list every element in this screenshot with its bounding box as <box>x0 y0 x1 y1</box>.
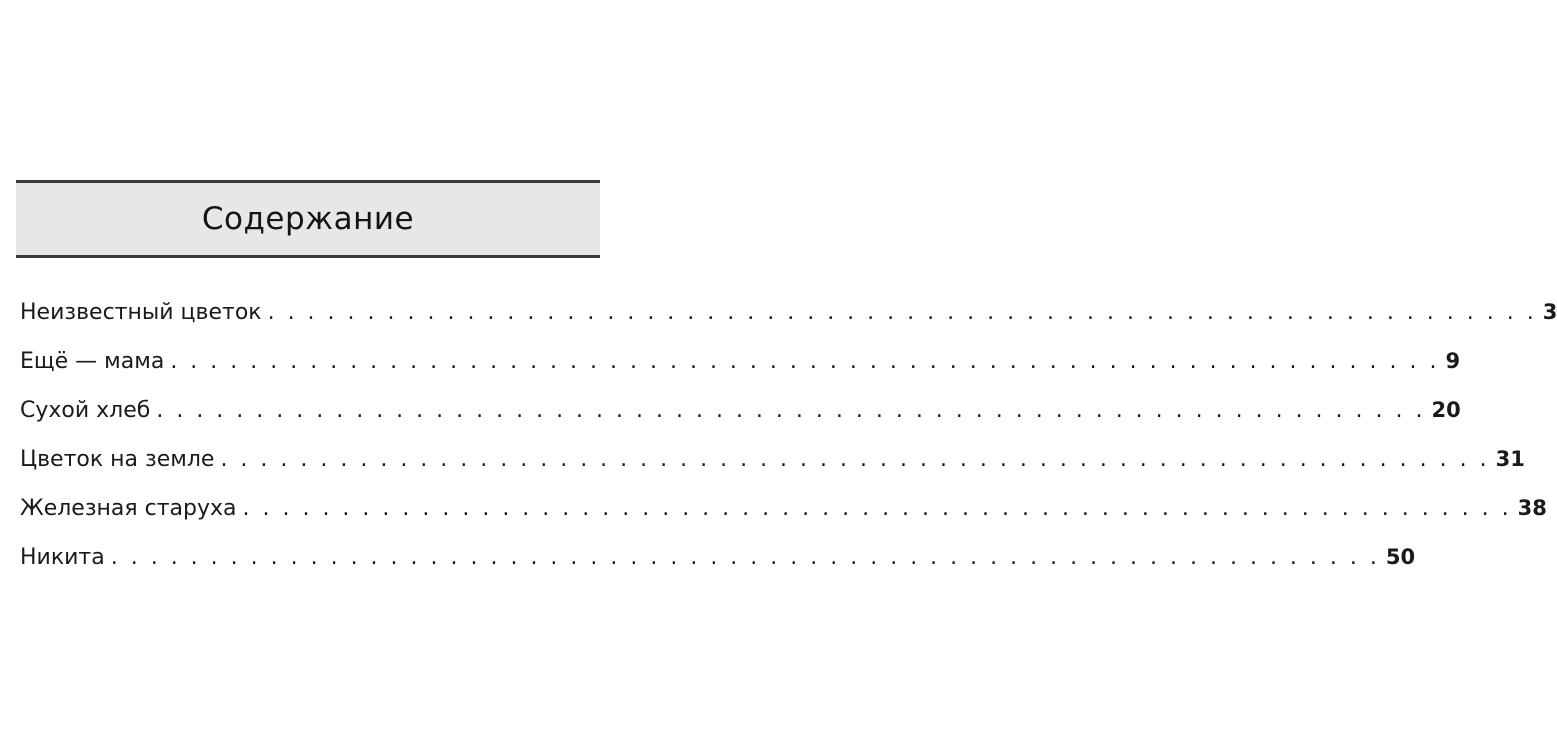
toc-leader-dots: . . . . . . . . . . . . . . . . . . . . . . . . . . . . . . . . . . . . . . . . . . . . . . . . . . . . . . . . . . . . . . . . <box>220 447 1490 472</box>
toc-entry-page: 20 <box>1431 398 1461 422</box>
toc-entry[interactable] <box>20 545 1416 594</box>
toc-entry-title: Сухой хлеб <box>20 398 151 423</box>
toc-entry-title: Железная старуха <box>20 496 237 521</box>
toc-leader-dots: . . . . . . . . . . . . . . . . . . . . . . . . . . . . . . . . . . . . . . . . . . . . . . . . . . . . . . . . . . . . . . . . <box>242 496 1512 521</box>
toc-leader-dots: . . . . . . . . . . . . . . . . . . . . . . . . . . . . . . . . . . . . . . . . . . . . . . . . . . . . . . . . . . . . . . . . <box>156 398 1426 423</box>
toc-leader-dots: . . . . . . . . . . . . . . . . . . . . . . . . . . . . . . . . . . . . . . . . . . . . . . . . . . . . . . . . . . . . . . . . <box>110 545 1380 570</box>
table-of-contents <box>20 300 1557 594</box>
toc-entry-title: Цветок на земле <box>20 447 215 472</box>
toc-leader-dots: . . . . . . . . . . . . . . . . . . . . . . . . . . . . . . . . . . . . . . . . . . . . . . . . . . . . . . . . . . . . . . . . <box>170 349 1440 374</box>
page-title: Содержание <box>201 201 415 237</box>
contents-header <box>16 180 600 258</box>
toc-entry[interactable] <box>20 398 1461 447</box>
toc-leader-dots: . . . . . . . . . . . . . . . . . . . . . . . . . . . . . . . . . . . . . . . . . . . . . . . . . . . . . . . . . . . . . . . . <box>267 300 1537 325</box>
toc-entry-page: 38 <box>1517 496 1547 520</box>
toc-entry-page: 50 <box>1385 545 1416 569</box>
toc-entry[interactable] <box>20 447 1525 496</box>
toc-entry-page: 31 <box>1495 447 1525 471</box>
toc-entry[interactable] <box>20 349 1461 398</box>
toc-entry-title: Неизвестный цветок <box>20 300 262 325</box>
toc-entry[interactable] <box>20 300 1557 349</box>
toc-entry-title: Ещё — мама <box>20 349 165 374</box>
toc-entry-page: 9 <box>1445 349 1461 373</box>
toc-entry[interactable] <box>20 496 1547 545</box>
toc-entry-title: Никита <box>20 545 105 570</box>
toc-entry-page: 3 <box>1542 300 1557 324</box>
